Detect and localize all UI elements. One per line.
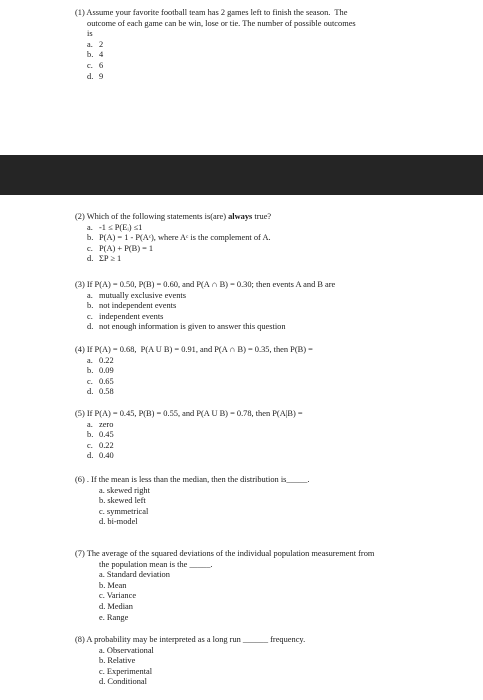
option-2b[interactable]: b. P(A) = 1 - P(Aᶜ), where Aᶜ is the complement of A. xyxy=(87,233,271,243)
page-separator-band xyxy=(0,155,483,195)
option-1b[interactable]: b. 4 xyxy=(87,50,104,60)
question-6-stem: (6) . If the mean is less than the median, then the distribution is_____. xyxy=(75,475,310,484)
option-6b[interactable]: b. skewed left xyxy=(99,496,146,506)
option-2a[interactable]: a. -1 ≤ P(Eᵢ) ≤1 xyxy=(87,222,143,232)
question-7-options xyxy=(75,570,480,623)
question-5 xyxy=(75,409,475,462)
option-7d[interactable]: d. Median xyxy=(99,601,133,611)
option-4c[interactable]: c. 0.65 xyxy=(87,376,114,386)
option-1a[interactable]: a. 2 xyxy=(87,39,104,49)
question-1-options xyxy=(75,40,475,82)
question-3 xyxy=(75,280,475,333)
option-7a[interactable]: a. Standard deviation xyxy=(99,570,170,580)
question-1-stem-line-1: (1) Assume your favorite football team has 2 games left to finish the season. The xyxy=(75,8,348,17)
option-3b[interactable]: b. not independent events xyxy=(87,301,177,311)
option-5c[interactable]: c. 0.22 xyxy=(87,440,114,450)
option-6c[interactable]: c. symmetrical xyxy=(99,506,149,516)
option-5b[interactable]: b. 0.45 xyxy=(87,430,114,440)
page-top xyxy=(0,0,483,155)
option-7e[interactable]: e. Range xyxy=(99,612,129,622)
question-4-options xyxy=(75,356,475,398)
option-8d[interactable]: d. Conditional xyxy=(99,677,147,687)
option-1d[interactable]: d. 9 xyxy=(87,71,104,81)
question-7-stem-line-1: (7) The average of the squared deviations of the individual population measurement from xyxy=(75,549,375,558)
question-5-stem: (5) If P(A) = 0.45, P(B) = 0.55, and P(A U B) = 0.78, then P(A|B) = xyxy=(75,409,303,418)
option-8b[interactable]: b. Relative xyxy=(99,656,136,666)
question-7-stem-line-2: the population mean is the _____. xyxy=(99,559,213,569)
question-8 xyxy=(75,635,475,688)
option-7c[interactable]: c. Variance xyxy=(99,591,137,601)
page-bottom xyxy=(0,195,483,700)
option-6d[interactable]: d. bi-model xyxy=(99,517,138,527)
question-1-stem-line-2: outcome of each game can be win, lose or tie. The number of possible outcomes xyxy=(87,18,356,28)
option-4a[interactable]: a. 0.22 xyxy=(87,355,114,365)
option-2c[interactable]: c. P(A) + P(B) = 1 xyxy=(87,243,154,253)
question-2-stem: (2) Which of the following statements is(are) always true? xyxy=(75,212,272,221)
option-6a[interactable]: a. skewed right xyxy=(99,485,150,495)
option-3c[interactable]: c. independent events xyxy=(87,311,164,321)
option-5a[interactable]: a. zero xyxy=(87,419,114,429)
option-8c[interactable]: c. Experimental xyxy=(99,666,153,676)
option-4b[interactable]: b. 0.09 xyxy=(87,366,114,376)
option-1c[interactable]: c. 6 xyxy=(87,60,104,70)
option-5d[interactable]: d. 0.40 xyxy=(87,451,114,461)
option-4d[interactable]: d. 0.58 xyxy=(87,387,114,397)
question-5-options xyxy=(75,420,475,462)
question-2 xyxy=(75,212,475,265)
option-7b[interactable]: b. Mean xyxy=(99,580,127,590)
question-7 xyxy=(75,549,480,623)
question-4-stem: (4) If P(A) = 0.68, P(A U B) = 0.91, and P(A ∩ B) = 0.35, then P(B) = xyxy=(75,345,313,354)
question-8-stem: (8) A probability may be interpreted as a long run ______ frequency. xyxy=(75,635,306,644)
question-1 xyxy=(75,8,475,82)
option-3d[interactable]: d. not enough information is given to answer this question xyxy=(87,322,286,332)
question-8-options xyxy=(75,646,475,688)
question-6 xyxy=(75,475,475,528)
question-2-options xyxy=(75,223,475,265)
question-4 xyxy=(75,345,475,398)
option-3a[interactable]: a. mutually exclusive events xyxy=(87,290,186,300)
question-1-stem-line-3: is xyxy=(87,29,93,39)
question-6-options xyxy=(75,486,475,528)
option-8a[interactable]: a. Observational xyxy=(99,645,154,655)
question-3-stem: (3) If P(A) = 0.50, P(B) = 0.60, and P(A ∩ B) = 0.30; then events A and B are xyxy=(75,280,336,289)
question-3-options xyxy=(75,291,475,333)
option-2d[interactable]: d. ΣP ≥ 1 xyxy=(87,254,122,264)
